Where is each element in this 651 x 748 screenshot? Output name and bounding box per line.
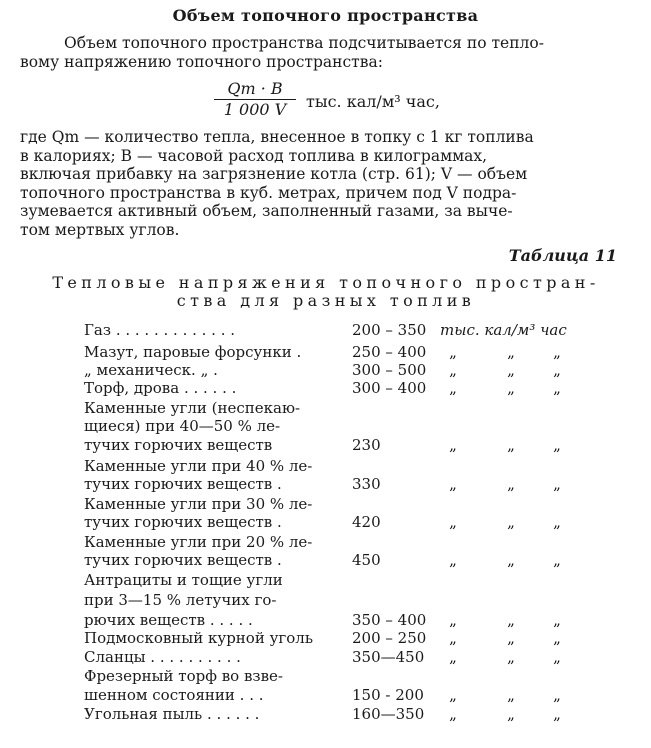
- fuel-name: Каменные угли при 40 % ле-: [84, 457, 313, 475]
- fuel-name: Подмосковный курной уголь: [84, 629, 314, 647]
- heat-load-value: 330: [352, 475, 381, 493]
- fuel-name: Угольная пыль . . . . . .: [84, 705, 260, 723]
- fuel-name: тучих горючих веществ: [84, 436, 273, 454]
- fuel-name: Антрациты и тощие угли: [84, 571, 283, 589]
- intro-line: вому напряжению топочного пространства:: [20, 52, 383, 71]
- ditto-mark: „: [449, 551, 457, 569]
- ditto-mark: „: [507, 686, 515, 704]
- fuel-name: Газ . . . . . . . . . . . . .: [84, 321, 236, 339]
- ditto-mark: „: [449, 343, 457, 361]
- fuel-name: шенном состоянии . . .: [84, 686, 264, 704]
- fuel-name: „ механическ. „ .: [84, 361, 218, 379]
- heat-load-value: 350—450: [352, 648, 425, 666]
- ditto-mark: „: [449, 361, 457, 379]
- heat-load-value: 230: [352, 436, 381, 454]
- ditto-mark: „: [449, 475, 457, 493]
- ditto-mark: „: [553, 629, 561, 647]
- heat-load-value: 200 – 250: [352, 629, 427, 647]
- ditto-mark: „: [553, 361, 561, 379]
- fuel-name: Торф, дрова . . . . . .: [84, 379, 237, 397]
- table-title-line: Тепловые напряжения топочного простран-: [52, 273, 600, 292]
- heat-load-value: 450: [352, 551, 381, 569]
- heat-load-value: 200 – 350: [352, 321, 427, 339]
- ditto-mark: „: [553, 436, 561, 454]
- definition-line: топочного пространства в куб. метрах, причем под V подра-: [20, 183, 517, 202]
- fuel-name: Каменные угли при 20 % ле-: [84, 533, 313, 551]
- ditto-mark: „: [449, 648, 457, 666]
- ditto-mark: „: [553, 686, 561, 704]
- heat-load-value: 420: [352, 513, 381, 531]
- table-label: Таблица 11: [508, 246, 617, 265]
- section-heading: Объем топочного пространства: [172, 6, 479, 25]
- heat-load-unit: тыс. кал/м³ час: [440, 321, 567, 339]
- ditto-mark: „: [507, 513, 515, 531]
- definition-line: включая прибавку на загрязнение котла (стр. 61); V — объем: [20, 165, 528, 183]
- ditto-mark: „: [553, 705, 561, 723]
- definition-line: в калориях; B — часовой расход топлива в килограммах,: [20, 146, 488, 165]
- ditto-mark: „: [449, 686, 457, 704]
- ditto-mark: „: [553, 379, 561, 397]
- definition-line: где Qm — количество тепла, внесенное в топку с 1 кг топлива: [20, 128, 534, 146]
- intro-line: Объем топочного пространства подсчитывается по тепло-: [64, 34, 544, 52]
- ditto-mark: „: [507, 629, 515, 647]
- fuel-name: тучих горючих веществ .: [84, 551, 282, 569]
- ditto-mark: „: [449, 705, 457, 723]
- ditto-mark: „: [553, 611, 561, 629]
- ditto-mark: „: [507, 551, 515, 569]
- ditto-mark: „: [507, 436, 515, 454]
- fuel-name: тучих горючих веществ .: [84, 513, 282, 531]
- ditto-mark: „: [553, 551, 561, 569]
- heat-load-value: 160—350: [352, 705, 425, 723]
- fuel-name: Фрезерный торф во взве-: [84, 667, 283, 685]
- fuel-name: Каменные угли (неспекаю-: [84, 399, 301, 417]
- ditto-mark: „: [553, 475, 561, 493]
- ditto-mark: „: [507, 475, 515, 493]
- fuel-name: рючих веществ . . . . .: [84, 611, 253, 629]
- ditto-mark: „: [553, 513, 561, 531]
- fuel-name: Каменные угли при 30 % ле-: [84, 495, 313, 513]
- ditto-mark: „: [553, 648, 561, 666]
- formula-denominator: 1 000 V: [223, 100, 287, 119]
- ditto-mark: „: [449, 611, 457, 629]
- fuel-name: Мазут, паровые форсунки .: [84, 343, 302, 361]
- ditto-mark: „: [553, 343, 561, 361]
- formula-unit: тыс. кал/м³ час,: [306, 92, 440, 111]
- ditto-mark: „: [507, 705, 515, 723]
- ditto-mark: „: [449, 436, 457, 454]
- ditto-mark: „: [507, 611, 515, 629]
- ditto-mark: „: [507, 648, 515, 666]
- ditto-mark: „: [449, 513, 457, 531]
- fuel-name: тучих горючих веществ .: [84, 475, 282, 493]
- fuel-name: при 3—15 % летучих го-: [84, 591, 277, 609]
- heat-load-value: 150 - 200: [352, 686, 424, 704]
- heat-load-value: 300 – 500: [352, 361, 427, 379]
- ditto-mark: „: [449, 629, 457, 647]
- fuel-name: щиеся) при 40—50 % ле-: [84, 417, 281, 435]
- fuel-name: Сланцы . . . . . . . . . .: [84, 648, 241, 666]
- ditto-mark: „: [449, 379, 457, 397]
- ditto-mark: „: [507, 361, 515, 379]
- formula-numerator: Qm · B: [227, 79, 283, 98]
- ditto-mark: „: [507, 379, 515, 397]
- heat-load-value: 250 – 400: [352, 343, 427, 361]
- heat-load-value: 300 – 400: [352, 379, 427, 397]
- table-title-line: ства для разных топлив: [176, 291, 476, 310]
- ditto-mark: „: [507, 343, 515, 361]
- definition-line: том мертвых углов.: [20, 220, 180, 239]
- heat-load-value: 350 – 400: [352, 611, 427, 629]
- definition-line: зумевается активный объем, заполненный газами, за выче-: [20, 202, 513, 220]
